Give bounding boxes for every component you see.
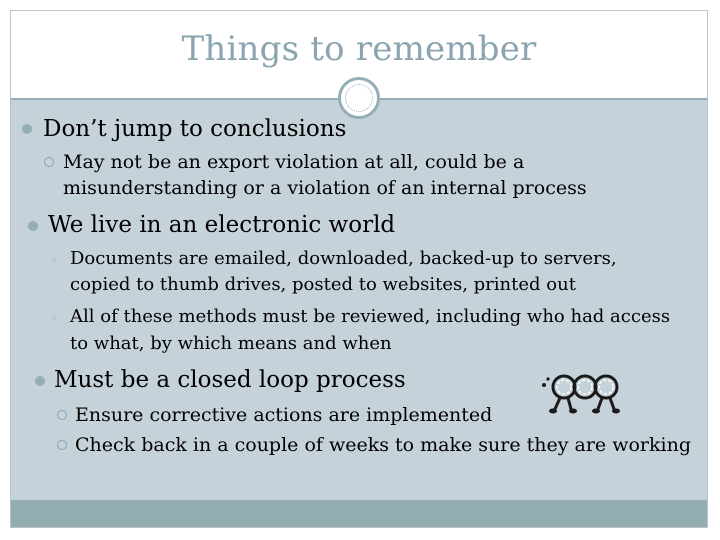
bullet-text-line: to what, by which means and when [70, 333, 392, 354]
bullet-dot-icon [22, 124, 32, 134]
bullet-dot-icon [35, 376, 45, 386]
bullet-text-line: May not be an export violation at all, could be a [63, 151, 525, 173]
bullet-text-line: Documents are emailed, downloaded, backed-up to servers, [70, 248, 617, 269]
bullet-ring-icon [57, 410, 67, 420]
bullet-dot-icon [28, 221, 38, 231]
bullet-small-circle-icon: ◦ [51, 311, 59, 325]
slide-title: Things to remember [181, 29, 537, 69]
bullet-heading: Don’t jump to conclusions [43, 116, 347, 142]
divider-ring-ornament [338, 77, 380, 119]
bullet-heading: We live in an electronic world [48, 212, 396, 238]
bullet-text-line: Check back in a couple of weeks to make sure they are working [75, 434, 691, 456]
linked-rings-figure-icon [540, 367, 630, 419]
bullet-small-circle-icon: ◦ [51, 253, 59, 267]
footer-bar [11, 500, 707, 527]
bullet-text-line: All of these methods must be reviewed, including who had access [70, 306, 671, 327]
bullet-ring-icon [44, 157, 54, 167]
bullet-text-line: Ensure corrective actions are implemented [75, 404, 493, 426]
bullet-ring-icon [57, 440, 67, 450]
bullet-heading: Must be a closed loop process [54, 367, 406, 393]
bullet-text-line: copied to thumb drives, posted to websites, printed out [70, 274, 576, 295]
bullet-text-line: misunderstanding or a violation of an internal process [63, 177, 587, 199]
